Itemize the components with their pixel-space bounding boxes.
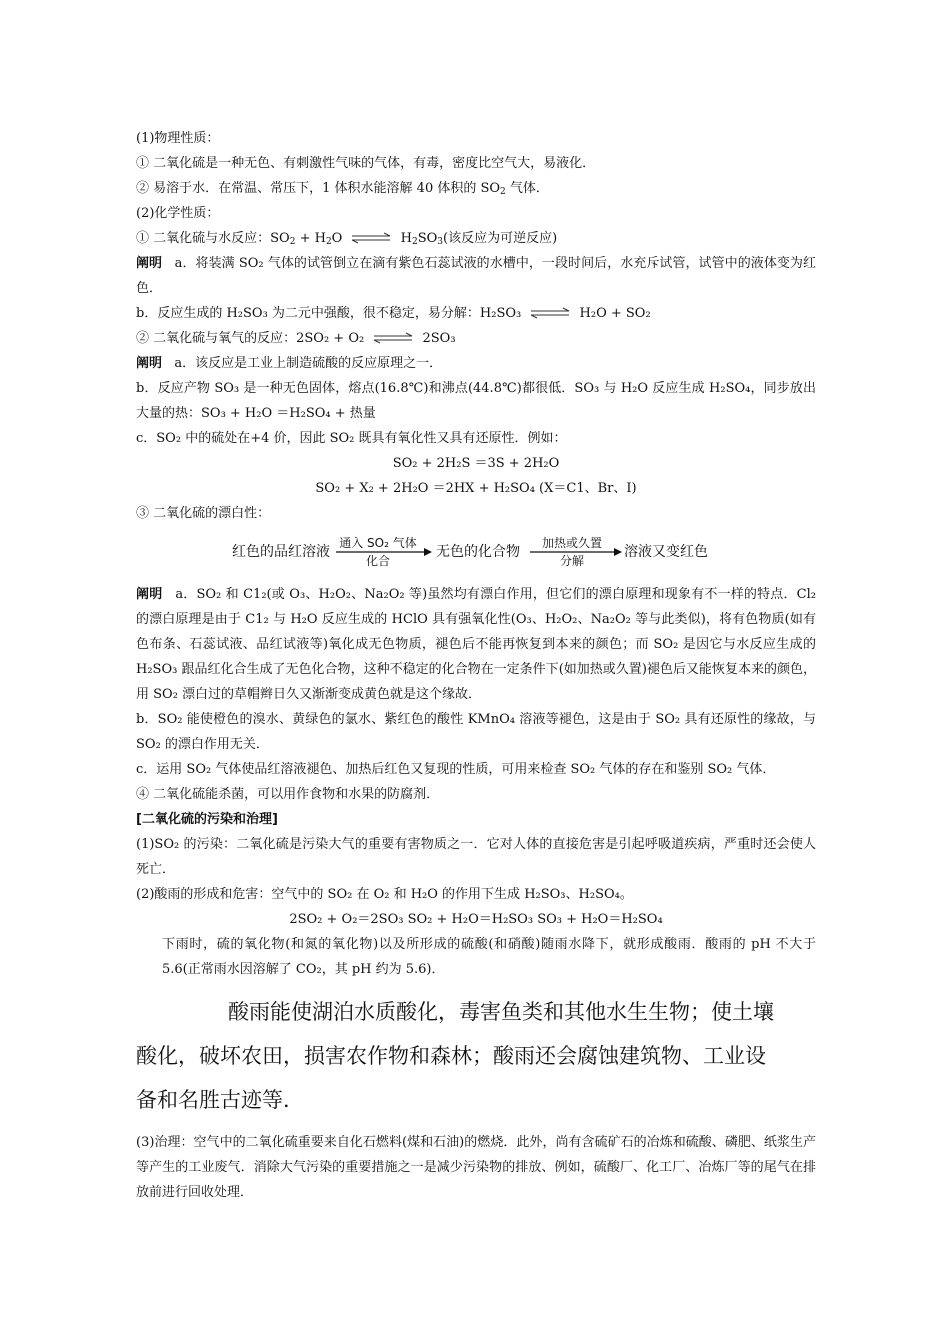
bleach-flow-diagram bbox=[136, 534, 816, 568]
pollution-heading: [二氧化硫的污染和治理] bbox=[136, 812, 278, 827]
acid-rain-large-text bbox=[136, 990, 816, 1122]
bleach-explain-c: c．运用 SO₂ 气体使品红溶液褪色、加热后红色又复现的性质，可用来检查 SO₂ 气体的存在和鉴别 SO₂ 气体． bbox=[136, 762, 776, 777]
physical-line-2: ② 易溶于水．在常温、常压下，1 体积水能溶解 40 体积的 $SO_2$ 气体． bbox=[136, 181, 549, 197]
chemical-heading: (2)化学性质： bbox=[136, 206, 220, 221]
flow-step1-top: 通入 SO₂ 气体 bbox=[339, 536, 417, 550]
physical-line-1: ① 二氧化硫是一种无色、有刺激性气味的气体，有毒，密度比空气大，易液化． bbox=[136, 156, 596, 171]
pollution-equations: 2SO₂ + O₂＝2SO₃ SO₂ + H₂O＝H₂SO₃ SO₃ + H₂O＝H₂SO₄ bbox=[289, 912, 663, 927]
flow-step2-top: 加热或久置 bbox=[541, 536, 603, 550]
bleach-explain-a: 阐明 a．SO₂ 和 C1₂(或 O₃、H₂O₂、Na₂O₂ 等)虽然均有漂白作用，但它们的漂白原理和现象有不一样的特点．Cl₂ 的漂白原理是由于 C1₂ 与 H₂O 反应生成的 HClO 具有强氧化性(O₃、H₂O₂、Na₂O₂ 等与此类似)，将有色物质(如有色布条、石蕊试液、品红试液等)氧化成无色物质，褪色后不能再恢复到本来的颜色；而 SO₂ 是因它与水反应生成的 H₂SO₃ 跟品红化合生成了无色化合物，这种不稳定的化合物在一定条件下(如加热或久置)褪色后又能恢复本来的颜色，用 SO₂ 漂白过的草帽辫日久又渐渐变成黄色就是这个缘故． bbox=[136, 587, 816, 702]
big-line-3: 备和名胜古迹等． bbox=[136, 1088, 304, 1112]
explain-a-2: 阐明 a．该反应是工业上制造硫酸的反应原理之一． bbox=[136, 356, 443, 371]
explain-c-1: c．SO₂ 中的硫处在+4 价，因此 SO₂ 既具有氧化性又具有还原性．例如： bbox=[136, 431, 567, 446]
explain-a-1: 阐明 a．将装满 SO₂ 气体的试管倒立在滴有紫色石蕊试液的水槽中，一段时间后，水充斥试管，试管中的液体变为红色． bbox=[136, 256, 816, 296]
pollution-p3: 下雨时，硫的氧化物(和氮的氧化物)以及所形成的硫酸(和硝酸)随雨水降下，就形成酸雨．酸雨的 pH 不大于 5.6(正常雨水因溶解了 CO₂，其 pH 约为 5.6)． bbox=[162, 937, 816, 977]
document-body bbox=[136, 126, 816, 1205]
equation-1: SO₂ + 2H₂S ＝3S + 2H₂O bbox=[392, 456, 560, 471]
bleach-heading: ③ 二氧化硫的漂白性： bbox=[136, 506, 271, 521]
reversible-arrow-icon bbox=[527, 306, 573, 320]
reaction-so2-water: ① 二氧化硫与水反应：$SO_2 + H_2O$ $H_2SO_3$(该反应为可逆反应) bbox=[136, 231, 558, 247]
flow-step1-bottom: 化合 bbox=[365, 554, 391, 568]
big-line-2: 酸化，破坏农田，损害农作物和森林；酸雨还会腐蚀建筑物、工业设 bbox=[136, 1044, 766, 1068]
flow-end: 溶液又变红色 bbox=[624, 544, 708, 560]
reaction-so2-oxygen: ② 二氧化硫与氧气的反应：2SO₂ + O₂ 2SO₃ bbox=[136, 331, 456, 346]
pollution-p2: (2)酸雨的形成和危害：空气中的 SO₂ 在 O₂ 和 H₂O 的作用下生成 H₂SO₃、H₂SO₄。 bbox=[136, 887, 633, 902]
reversible-arrow-icon bbox=[348, 231, 394, 245]
flow-arrowhead-1 bbox=[424, 548, 432, 556]
bleach-explain-b: b．SO₂ 能使橙色的溴水、黄绿色的氯水、紫红色的酸性 KMnO₄ 溶液等褪色，这是由于 SO₂ 具有还原性的缘故，与 SO₂ 的漂白作用无关． bbox=[136, 712, 816, 752]
equation-2: SO₂ + X₂ + 2H₂O ＝2HX + H₂SO₄ (X＝C1、Br、I) bbox=[315, 481, 637, 496]
explain-b-2: b．反应产物 SO₃ 是一种无色固体，熔点(16.8℃)和沸点(44.8℃)都很低．SO₃ 与 H₂O 反应生成 H₂SO₄，同步放出大量的热：SO₃ + H₂O ＝H₂SO₄ + 热量 bbox=[136, 381, 816, 421]
flow-start: 红色的品红溶液 bbox=[232, 544, 330, 560]
bleach-explain-d: ④ 二氧化硫能杀菌，可以用作食物和水果的防腐剂． bbox=[136, 787, 440, 802]
physical-heading: (1)物理性质： bbox=[136, 131, 220, 146]
pollution-p1: (1)SO₂ 的污染：二氧化硫是污染大气的重要有害物质之一．它对人体的直接危害是引起呼吸道疾病，严重时还会使人死亡． bbox=[136, 837, 816, 877]
flow-step2-bottom: 分解 bbox=[559, 554, 585, 568]
flow-arrowhead-2 bbox=[614, 548, 622, 556]
big-line-1: 酸雨能使湖泊水质酸化，毒害鱼类和其他水生生物；使土壤 bbox=[228, 1000, 774, 1024]
explain-b-1: b．反应生成的 H₂SO₃ 为二元中强酸，很不稳定，易分解：H₂SO₃ H₂O + SO₂ bbox=[136, 306, 651, 321]
flow-middle: 无色的化合物 bbox=[436, 544, 520, 560]
reversible-arrow-icon bbox=[370, 331, 416, 345]
pollution-p4: (3)治理：空气中的二氧化硫重要来自化石燃料(煤和石油)的燃烧．此外，尚有含硫矿石的冶炼和硫酸、磷肥、纸浆生产等产生的工业废气．消除大气污染的重要措施之一是减少污染物的排放、例如，硫酸厂、化工厂、冶炼厂等的尾气在排放前进行回收处理． bbox=[136, 1135, 816, 1200]
